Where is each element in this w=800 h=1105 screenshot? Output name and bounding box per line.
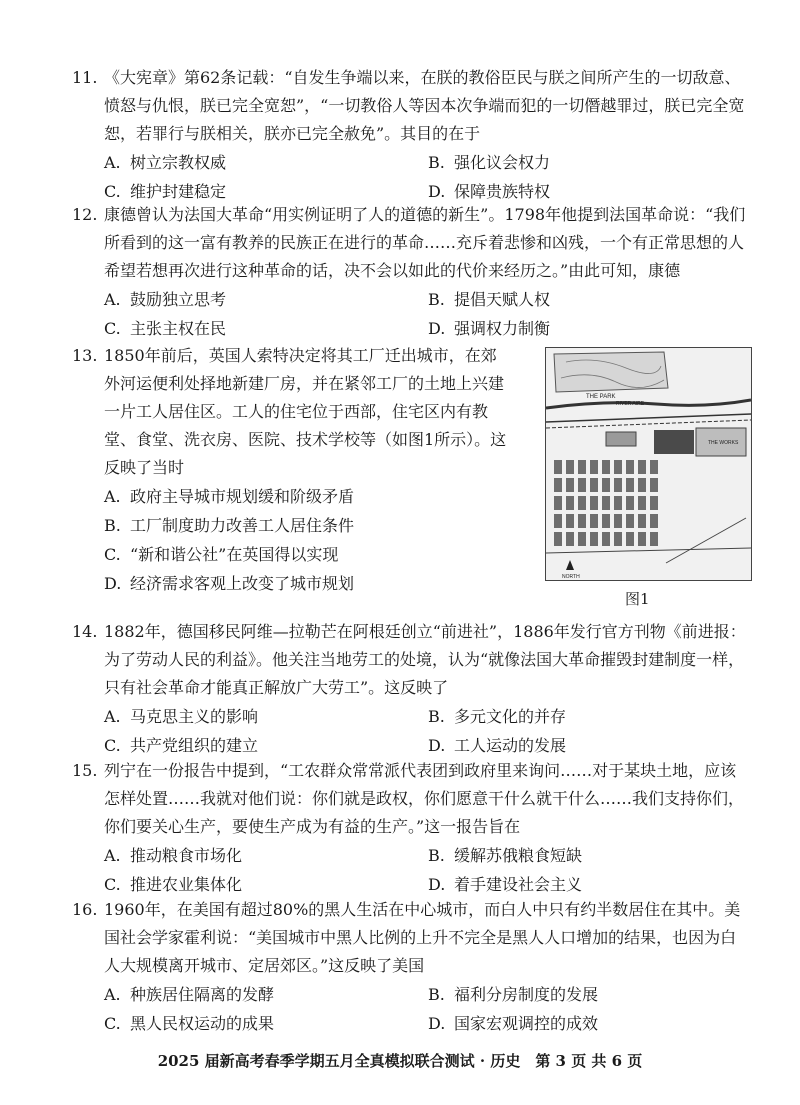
housing-block (602, 460, 610, 474)
housing-block (578, 460, 586, 474)
question-14 (72, 618, 752, 760)
housing-block (566, 460, 574, 474)
housing-block (614, 532, 622, 546)
housing-block (566, 532, 574, 546)
option-c[interactable]: C. 共产党组织的建立 (104, 736, 259, 755)
question-text: 列宁在一份报告中提到，“工农群众常常派代表团到政府里来询问……对于某块土地，应该怎样处置……我就对他们说：你们就是政权，你们愿意干什么就干什么……我们支持你们，你们要关心生产，要使生产成为有益的生产。”这一报告旨在 (104, 761, 745, 836)
housing-block (602, 496, 610, 510)
housing-block (638, 460, 646, 474)
option-a[interactable]: A. 种族居住隔离的发酵 (104, 985, 275, 1004)
housing-block (566, 514, 574, 528)
map-label-river: RIVER AIRE (616, 401, 645, 407)
option-c[interactable]: C. 推进农业集体化 (104, 875, 243, 894)
option-b[interactable]: B. 提倡天赋人权 (428, 290, 551, 309)
housing-block (578, 532, 586, 546)
option-b[interactable]: B. 福利分房制度的发展 (428, 985, 599, 1004)
question-stem (72, 618, 752, 702)
housing-block (566, 478, 574, 492)
housing-block (566, 496, 574, 510)
question-number: 13. (72, 346, 98, 365)
option-a[interactable]: A. 政府主导城市规划缓和阶级矛盾 (104, 487, 355, 506)
option-c[interactable]: C. “新和谐公社”在英国得以实现 (104, 545, 339, 564)
housing-block (602, 514, 610, 528)
housing-block (554, 514, 562, 528)
housing-block (614, 460, 622, 474)
option-b[interactable]: B. 强化议会权力 (428, 153, 551, 172)
map-label-park: THE PARK (586, 394, 616, 400)
map-label-north: NORTH (562, 574, 580, 580)
question-number: 14. (72, 622, 98, 641)
housing-block (554, 478, 562, 492)
question-11 (72, 64, 752, 206)
figure-caption: 图1 (625, 590, 650, 608)
housing-block (554, 496, 562, 510)
housing-block (578, 478, 586, 492)
question-16 (72, 896, 752, 1038)
housing-block (650, 532, 658, 546)
page-footer: 2025 届新高考春季学期五月全真模拟联合测试 · 历史 第 3 页 共 6 页 (157, 1052, 643, 1070)
option-a[interactable]: A. 马克思主义的影响 (104, 707, 259, 726)
housing-block (614, 496, 622, 510)
question-13 (72, 342, 512, 598)
housing-block (650, 460, 658, 474)
housing-block (590, 496, 598, 510)
housing-block (578, 496, 586, 510)
housing-block (650, 496, 658, 510)
town-plan-map (545, 347, 752, 581)
question-stem (72, 64, 752, 148)
housing-block (590, 514, 598, 528)
question-number: 11. (72, 68, 98, 87)
option-d[interactable]: D. 国家宏观调控的成效 (428, 1014, 599, 1033)
housing-block (626, 496, 634, 510)
options (72, 702, 752, 760)
housing-block (554, 532, 562, 546)
housing-block (638, 478, 646, 492)
option-a[interactable]: A. 鼓励独立思考 (104, 290, 227, 309)
question-stem (72, 342, 512, 482)
question-number: 15. (72, 761, 98, 780)
housing-block (614, 478, 622, 492)
question-number: 12. (72, 205, 98, 224)
question-text: 1960年，在美国有超过80%的黑人生活在中心城市，而白人中只有约半数居住在其中。美国社会学家霍利说：“美国城市中黑人比例的上升不完全是黑人人口增加的结果，也因为白人大规模离开城市、定居郊区。”这反映了美国 (104, 900, 741, 975)
question-text: 1882年，德国移民阿维—拉勒芒在阿根廷创立“前进社”，1886年发行官方刊物《前进报：为了劳动人民的利益》。他关注当地劳工的处境，认为“就像法国大革命摧毁封建制度一样，只有社会革命才能真正解放广大劳工”。这反映了 (104, 622, 746, 697)
option-b[interactable]: B. 工厂制度助力改善工人居住条件 (104, 516, 355, 535)
question-number: 16. (72, 900, 98, 919)
question-text: 《大宪章》第62条记载：“自发生争端以来，在朕的教俗臣民与朕之间所产生的一切敌意、愤怒与仇恨，朕已完全宽恕”，“一切教俗人等因本次争端而犯的一切僭越罪过，朕已完全宽恕，若罪行与朕相关，朕亦已完全赦免”。其目的在于 (104, 68, 745, 143)
housing-block (590, 460, 598, 474)
option-d[interactable]: D. 保障贵族特权 (428, 182, 551, 201)
options (72, 285, 752, 343)
housing-block (650, 478, 658, 492)
options (72, 482, 512, 598)
housing-block (590, 532, 598, 546)
housing-block (602, 478, 610, 492)
question-stem (72, 201, 752, 285)
housing-block (638, 532, 646, 546)
option-d[interactable]: D. 着手建设社会主义 (428, 875, 583, 894)
question-15 (72, 757, 752, 899)
housing-block (638, 496, 646, 510)
option-c[interactable]: C. 黑人民权运动的成果 (104, 1014, 275, 1033)
options (72, 148, 752, 206)
option-a[interactable]: A. 推动粮食市场化 (104, 846, 243, 865)
option-c[interactable]: C. 主张主权在民 (104, 319, 227, 338)
options (72, 841, 752, 899)
housing-block (578, 514, 586, 528)
map-label-works: THE WORKS (708, 440, 739, 446)
option-c[interactable]: C. 维护封建稳定 (104, 182, 227, 201)
question-text: 康德曾认为法国大革命“用实例证明了人的道德的新生”。1798年他提到法国革命说：“我们所看到的这一富有教养的民族正在进行的革命……充斥着悲惨和凶残，一个有正常思想的人希望若想再次进行这种革命的话，决不会以如此的代价来经历之。”由此可知，康德 (104, 205, 746, 280)
option-d[interactable]: D. 工人运动的发展 (428, 736, 567, 755)
option-a[interactable]: A. 树立宗教权威 (104, 153, 227, 172)
option-b[interactable]: B. 多元文化的并存 (428, 707, 567, 726)
question-12 (72, 201, 752, 343)
housing-block (638, 514, 646, 528)
housing-block (650, 514, 658, 528)
housing-block (626, 460, 634, 474)
question-stem (72, 757, 752, 841)
option-d[interactable]: D. 强调权力制衡 (428, 319, 551, 338)
housing-block (602, 532, 610, 546)
housing-block (614, 514, 622, 528)
question-text: 1850年前后，英国人索特决定将其工厂迁出城市，在郊外河运便利处择地新建厂房，并在紧邻工厂的土地上兴建一片工人居住区。工人的住宅位于西部，住宅区内有教堂、食堂、洗衣房、医院、技术学校等（如图1所示）。这反映了当时 (104, 346, 507, 477)
housing-block (554, 460, 562, 474)
option-d[interactable]: D. 经济需求客观上改变了城市规划 (104, 574, 355, 593)
option-b[interactable]: B. 缓解苏俄粮食短缺 (428, 846, 583, 865)
housing-block (626, 532, 634, 546)
question-stem (72, 896, 752, 980)
housing-block (626, 478, 634, 492)
map-drawing (546, 348, 751, 580)
housing-block (626, 514, 634, 528)
options (72, 980, 752, 1038)
housing-block (590, 478, 598, 492)
